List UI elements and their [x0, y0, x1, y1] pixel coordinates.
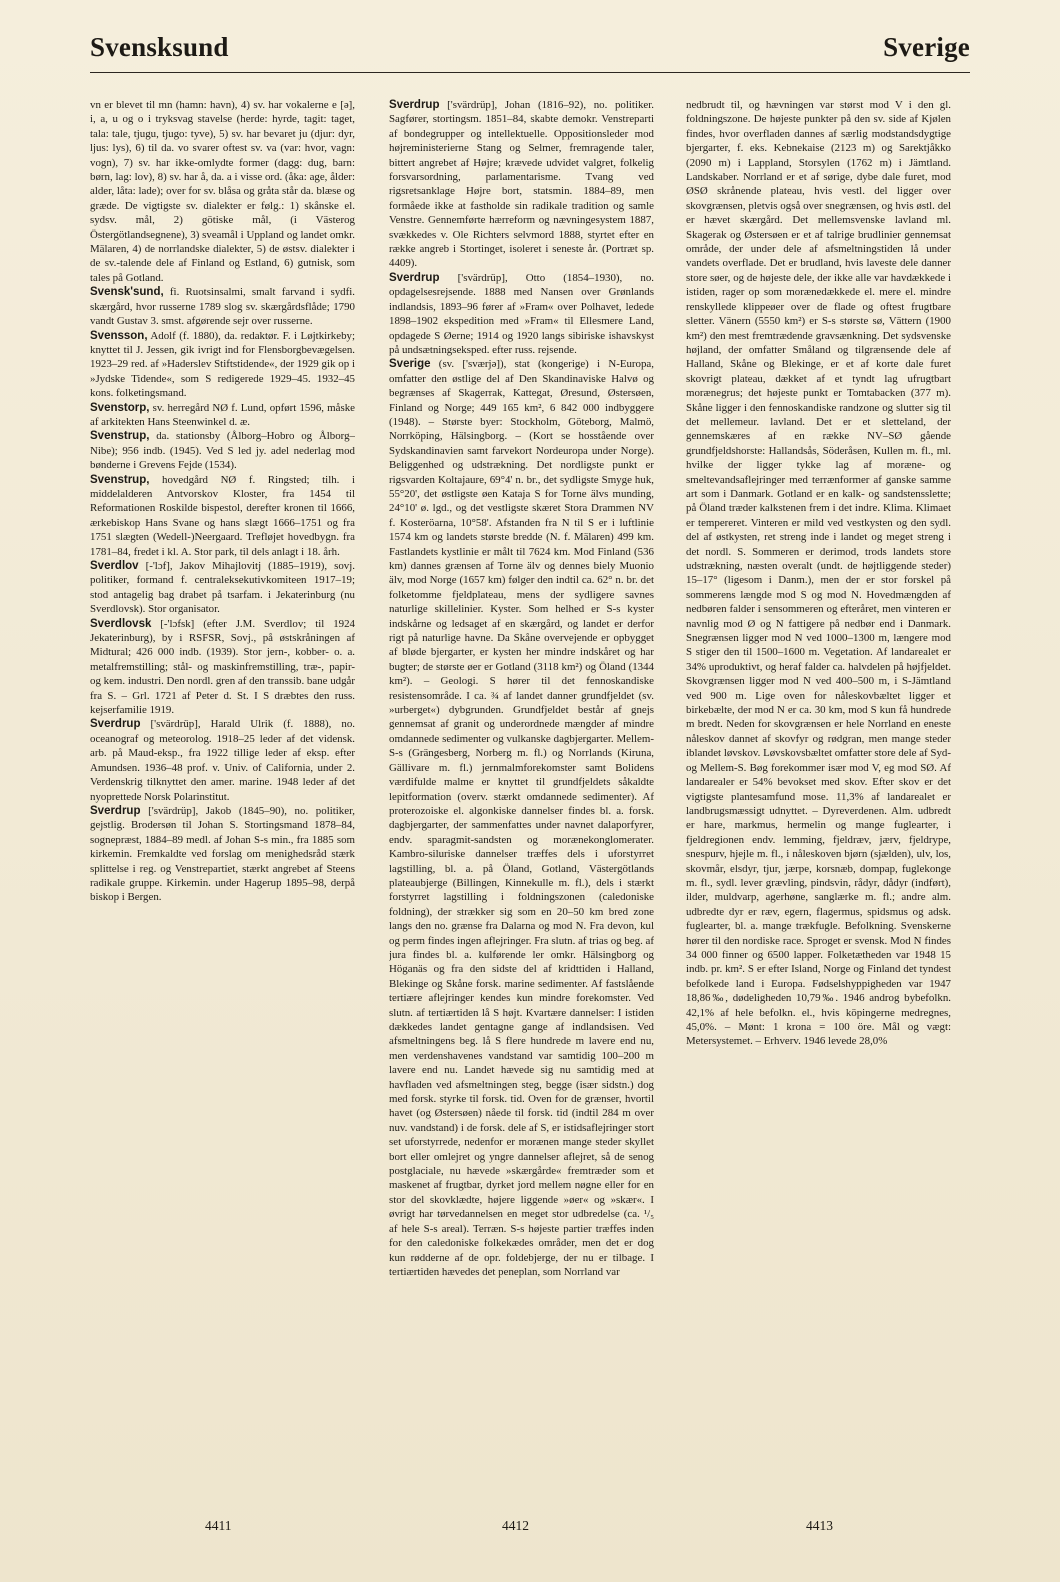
- entry-headword: Sverdrup: [90, 804, 141, 817]
- column-2: [389, 98, 654, 1288]
- entry-headword: Svensk'sund,: [90, 286, 164, 299]
- page-number: 4411: [205, 1518, 232, 1533]
- page-number: 4412: [502, 1518, 529, 1533]
- entry-continuation: nedbrudt til, og hævningen var størst mod V i den gl. foldningszone. De højeste punkter på den sv. side af Kjølen findes, hvor overfladen dannes af særlig modstandsdygtige bjergarter, f. eks. Kebnekaise (2123 m) og Sarektjåkko (2090 m) i Lappland, Storsylen (1762 m) i Jämtland. Landskaber. Norrland er et af sørige, dybe dale furet, mod ØSØ skrånende plateau, hvis vestl. del ligger over skovgrænsen, pletvis også over snegrænsen, og hvis østl. del er hævet skærgård. Det mellemsvenske lavland ml. Skagerak og Østersøen er et af talrige brudlinier gennemsat område, der under dele af afsmeltningstiden lå under vandets overflade. Det er brudland, hvis laveste dele danner store søer, og de højeste dele, der ikke alle var havdækkede i istiden, rager op som morænedækkede el. mere el. mindre renskyllede klippeøer over de flade og oftest frugtbare sletter. Vänern (5550 km²) er S-s største sø, Vättern (1900 km²) den mest fremtrædende gravsænkning. Det sydsvenske højland, der omfatter Småland og tilgrænsende dele af Halland, Skåne og Blekinge, er et af korte dale furet skovrigt plateau, dækket af et tyndt lag ufrugtbart morænegrus; det højeste punkt er Tomtabacken (377 m). Skåne ligger i den fennoskandiske randzone og slutter sig til det mellemeur. lavland. Det er et sletteland, der gennemskæres af en række NV–SØ gående grundfjeldshorste: Hallandsås, Söderåsen, Kullen m. fl., ml. hvilke der ligger tykke lag af moræne- og smeltevandsaflejringer med terrænformer af ganske samme art som i Danmark. Gotland er en kalk- og sandstensslette; på Öland træder kalkstenen frem i det indre. Klima. Klimaet er tempereret. Vinteren er mild ved vestkysten og den sydl. del af østkysten, ret streng inde i landet og meget streng i det nordl. S. Sommeren er derimod, trods landets store udstrækning, næsten overalt (undt. de højtliggende steder) 15–17° (ligesom i Danm.), men der er stor forskel på sommerens længde mod S og mod N. Hovedmængden af nedbøren falder i sensommeren og efteråret, men vinteren er navnlig mod Ø og N fattigere på nedbør end i Danmark. Snegrænsen ligger mod N ved 1000–1300 m, længere mod S stiger den til 1500–1600 m. Vegetation. Af landarealet er 34% uproduktivt, og heraf falder ca. halvdelen på højfjeldet. Skovgrænsen ligger mod N ved 400–500 m, i S-Jämtland ved 900 m. Lige oven for nåleskovbæltet ligger et birkebælte, der mod N er ca. 30 km, mod S kun få hundrede m bredt. Neden for skovgrænsen er hele Norrland en eneste nåleskov dannet af skovfyr og rødgran, men mange steder iblandet løvskov. Løvskovsbæltet omfatter store dele af Syd- og Mellem-S. Bøg forekommer især mod V, eg mod SØ. Af landarealer er 54% bevokset med skov. Efter skov er det vigtigste plantesamfund mose. 11,3% af landarealet er landbrugsmæssigt udnyttet. – Dyreverdenen. Alm. udbredt er hare, markmus, hermelin og mange fuglearter, i fjeldregionen endv. lemming, fjeldræv, jærv, fjeldrype, snespurv, hjejle m. fl., i nåleskoven bjørn (sjælden), ulv, los, skovmår, elsdyr, tjur, jærpe, korsnæb, dompap, fuglekonge m. fl., sydl. lever grævling, pindsvin, rådyr, dådyr (indført), ilder, muldvarp, agerhøne, sanglærke m. fl.; andre alm. udbredte dyr er ræv, egern, flagermus, spidsmus og adsk. fuglearter, bl. a. mange trækfugle. Befolkning. Svenskerne hører til den nordiske race. Sproget er svensk. Mod N findes 34 000 finner og 6500 lapper. Folketætheden var 1948 15 indb. pr. km². S er efter Island, Norge og Finland det tyndest befolkede land i Europa. Fødselshyppigheden var 1947 18,86‰, dødeligheden 10,79‰. 1946 androg bybefolkn. 42,1% af hele befolkn. el., hvis köpingerne medregnes, 45,0%. – Mønt: 1 krona = 100 öre. Mål og vægt: Metersystemet. – Erhverv. 1946 levede 28,0%: [686, 99, 951, 1048]
- entry: [90, 401, 355, 430]
- entry-text: [-'lɔf], Jakov Mihajlovitj (1885–1919), sovj. politiker, formand f. centraleksekutivkomiteen 1917–19; stod antagelig bag drabet på tsarfam. i Jekaterinburg (nu Sverdlovsk). Stor organisator.: [90, 560, 355, 616]
- column-3: [686, 98, 951, 1288]
- entry-text: (sv. ['sværjə]), stat (kongerige) i N-Europa, omfatter den østlige del af Den Skandinaviske Halvø og begrænses af Skagerrak, Kattegat, Øresund, Østersøen, Finland og Norge; 449 165 km², 6 842 000 indbyggere (1948). – Største byer: Stockholm, Göteborg, Malmö, Norrköping, Hälsingborg. – (Kort se hosstående over Sydskandinavien samt farvekort Nordeuropa under Norge). Beliggenhed og udstrækning. Det nordligste punkt er rigsvarden Koltajaure, 69°4' n. br., det sydligste Smyge huk, 55°20', det østligste øen Kataja S for Torne älvs munding, 24°10' ø. lgd., og det vestligste skæret Stora Drammen NV f. Kosteröarna, 10°58'. Afstanden fra N til S er i luftlinie 1574 km og landets største bredde (N. f. Mälaren) 499 km. Fastlandets kystlinie er målt til 7624 km. Mod Finland (536 km) dannes grænsen af Torne älv og dennes biely Muonio älv, mod Norge (1657 km) følger den indtil ca. 62° n. br. det folketomme fjeldplateau, mens der sydligere savnes naturlige skillelinier. Kyster. Som helhed er S-s kyster indskårne og ledsaget af en skærgård, og landet er derfor rigt på naturlige havne. Da Skåne overvejende er opbygget af bløde bjergarter, er kysten her mindre indskåret og har bugter; de største øer er Gotland (3118 km²) og Öland (1344 km²). – Geologi. S hører til det fennoskandiske resistensområde. I ca. ¾ af landet danner grundfjeldet (sv. »urberget«) dybgrunden. Grundfjeldet består af gnejs gennemsat af granit og underordnede mængder af mindre omdannede sedimenter og vulkanske dagbjergarter. Mellem-S-s (Grängesberg, Norberg m. fl.) og Norrlands (Kiruna, Gällivare m. fl.) jernmalmforekomster samt Bolidens værdifulde malme er knyttet til grundfjeldets såkaldte lepitformation (overv. stærkt omdannede sedimenter). Af proterozoiske el. algonkiske dannelser findes bl. a. forsk. dagbjergarter, der sammenfattes under navnet dalaporfyrer, endv. sparagmit-sandsten og morænekonglomerater. Kambro-siluriske dannelser træffes dels i uforstyrret lagstilling, bl. a. på Öland, Gotland, Västergötlands plateaubjerge (Billingen, Kinnekulle m. fl.), dels i stærkt forstyrret lagstilling i foldningszonen (caledoniske foldning), der strækker sig som en 20–50 km bred zone langs den no. grænse fra Dalarna og mod N. Fra devon, kul og perm findes ingen aflejringer. Fra slutn. af trias og beg. af jura findes bl. a. kulførende ler omkr. Hälsingborg og Höganäs og fra den sidste del af kridttiden i Halland, Blekinge og Skåne forsk. marine sedimenter. Af fastslående tertiære aflejringer kendes kun mindre forekomster. Ved slutn. af tertiærtiden lå S højt. Kvartære dannelser: I istiden dækkedes landet gentagne gange af indlandsisen. Ved afsmeltningens beg. lå S flere hundrede m lavere end nu, men verdenshavenes vandstand var samtidig 100–200 m lavere end nu. Landet hævede sig nu samtidig med at havfladen ved afsmeltningen steg, begge (især sidstn.) dog med forsk. styrke til forsk. tid. Oven for de grænser, hvortil havet (og Østersøen) nåede til forsk. tid (indtil 284 m over nuv. vandstand) i de forsk. dele af S, er istidsaflejringer stort set uforstyrrede, nedenfor er morænen mange steder skyllet bort eller omlejret og yngre dannelser aflejret, så de senog postglaciale, nu hævede »skærgårde« fremtræder som et maskenet af frugtbar, dyrket jord mellem nøgne eller for en stor del skovklædte, højere liggende »øer« og »skær«. I øvrigt har tørvedannelsen en meget stor udbredelse (ca. ¹/₅ af hele S-s areal). Terræn. S-s højeste partier træffes inden for den caledoniske folkekædes områder, men det er dog kun rødderne af de opr. foldebjerge, der nu er tilbage. I tertiærtiden hævedes det peneplan, som Norrland var: [389, 358, 654, 1278]
- entry: [90, 285, 355, 328]
- entry-text: hovedgård NØ f. Ringsted; tilh. i middelalderen Antvorskov Kloster, fra 1454 til Reformationen Roskilde bispestol, derefter kronen til 1666, ærkebiskop Hans Svane og hans slægt 1666–1751 og fra 1751 slægten (Wedell-)Neergaard. Trefløjet hovedbygn. fra 1781–84, fredet i kl. A. Stor park, til dels anlagt i 18. årh.: [90, 473, 355, 558]
- entry-text: sv. herregård NØ f. Lund, opført 1596, måske af arkitekten Hans Steenwinkel d. æ.: [90, 401, 355, 428]
- entry: [389, 357, 654, 1279]
- header-right-headword: Sverige: [883, 32, 970, 62]
- entry-headword: Sverdrup: [389, 99, 440, 111]
- header-left-headword: Svensksund: [90, 32, 229, 62]
- page-number: 4413: [806, 1518, 833, 1533]
- entry: [389, 98, 654, 271]
- entry-headword: Sverdrup: [389, 271, 440, 284]
- entry-text: fi. Ruotsinsalmi, smalt farvand i sydfi. skærgård, hvor russerne 1789 slog sv. skærgårdsflåde; 1790 vandt Gustav 3. smst. afgørende sejr over russerne.: [90, 286, 355, 328]
- entry-headword: Sverdlov: [90, 560, 139, 572]
- entry-headword: Svenstorp,: [90, 401, 150, 414]
- entry: [90, 717, 355, 803]
- entry-headword: Svensson,: [90, 329, 148, 342]
- entry-text: vn er blevet til mn (hamn: havn), 4) sv. har vokalerne e [ə], i, a, u og o i tryksvag stavelse (herde: hyrde, tagit: taget, tala: tale, tjugu, tjugo: tyve), 5) sv. har bevaret ju (djur: dyr, ljus: lys), 6) til da. vo svarer oftest sv. va (var: hvor, vagn: vogn), 7) sv. har ikke-omlydte former (dagg: dug, barn: børn, lag: lov), 8) sv. har å, da. a i visse ord. (åka: age, ålder: alder, låta: lade); over for sv. blåsa og gråta står da. blæse og græde. De vigtigste sv. dialekter er følg.: 1) skånske el. sydsv. mål, 2) götiske mål, (i Västerog Östergötlandsegnene), 3) sveamål i Uppland og landet omkr. Mälaren, 4) de norrlandske dialekter, 5) de østsv. dialekter i de sv.-talende dele af Finland og Estland, 6) gutnisk, som tales på Gotland.: [90, 99, 355, 284]
- entry-headword: Sverige: [389, 358, 431, 371]
- entry-text: ['svärdrüp], Jakob (1845–90), no. politiker, gejstlig. Brodersøn til Johan S. Stortingsmand 1878–84, sognepræst, 1884–89 medl. af Johan S-s min., fra 1885 som kirkemin. Fremkaldte ved forslag om menighedsråd stærk splittelse i reg. og Venstrepartiet, stærkt angrebet af Steens radikale gruppe. Kirkemin. under Hagerup 1895–98, derpå biskop i Bergen.: [90, 804, 355, 904]
- entry: [90, 559, 355, 617]
- entry: [90, 804, 355, 905]
- column-1: [90, 98, 355, 1288]
- entry-text: ['svärdrüp], Harald Ulrik (f. 1888), no. oceanograf og meteorolog. 1918–25 leder af det vidensk. arb. på Maud-eksp., fra 1922 tillige leder af eksp. efter Amundsen. 1936–48 prof. v. Univ. of California, under 2. Verdenskrig tilknyttet den amer. marine. 1948 leder af det nyoprettede Norsk Polarinstitut.: [90, 718, 355, 803]
- entry-headword: Svenstrup,: [90, 430, 150, 443]
- entry-headword: Sverdlovsk: [90, 617, 152, 630]
- entry-text: da. stationsby (Ålborg–Hobro og Ålborg–Nibe); 956 indb. (1945). Ved S led jy. adel nederlag mod bønderne i Grevens Fejde (1534).: [90, 430, 355, 472]
- entry-headword: Sverdrup: [90, 718, 141, 731]
- entry: [90, 617, 355, 718]
- entry-text: Adolf (f. 1880), da. redaktør. F. i Løjtkirkeby; knyttet til J. Jessen, gik ivrigt ind for Flensborgbevægelsen. 1923–29 red. af »Haderslev Stiftstidende«, der 1929 gik op i »Jydske Tidende«, som S redigerede 1929–45. 1932–45 kons. folketingsmand.: [90, 329, 355, 400]
- entry: [90, 473, 355, 559]
- entry-text: ['svärdrüp], Otto (1854–1930), no. opdagelsesrejsende. 1888 med Nansen over Grønlands indlandsis, 1893–96 fører af »Fram« over Polhavet, ledede 1898–1902 ekspedition med »Fram« til Ellesmere Land, opdagede S Øerne; 1914 og 1920 langs sibiriske ishavskyst på undsætningseksped. efter russ. rejsende.: [389, 271, 654, 356]
- entry: [90, 429, 355, 472]
- entry: [90, 329, 355, 401]
- entry-headword: Svenstrup,: [90, 473, 150, 486]
- entry: [389, 271, 654, 357]
- entry-text: ['svärdrüp], Johan (1816–92), no. politiker. Sagfører, stortingsm. 1851–84, skabte demokr. Venstreparti af bondegrupper og intellektuelle. Oppositionsleder mod højreministerierne Stang og Selmer, fremragende taler, bittert angrebet af Højre; krævede udvidet valgret, folkelig forsvarsordning, parlamentarisme. Tvang ved rigsretsanklage Højre bort, statsmin. 1884–89, men formåede ikke at fastholde sin radikale tradition og samle Venstre. Gennemførte hærreform og nævningesystem 1887, svækkedes v. Ole Richters selvmord 1888, styrtet efter en række angreb i Stortinget, isoleret i seneste år. (Portræt sp. 4409).: [389, 99, 654, 270]
- header-rule: [90, 72, 970, 73]
- entry-text: [-'lɔfsk] (efter J.M. Sverdlov; til 1924 Jekaterinburg), by i RSFSR, Sovj., på østskråningen af Midtural; 426 000 indb. (1939). Stor jern-, kobber- o. a. metalfremstilling; stål- og maskinfremstilling, træ-, papir- og kem. industri. Den nordl. gren af den transsib. bane udgår fra S. – Grl. 1721 af Peter d. St. I S dræbtes den russ. kejserfamilie 1919.: [90, 617, 355, 717]
